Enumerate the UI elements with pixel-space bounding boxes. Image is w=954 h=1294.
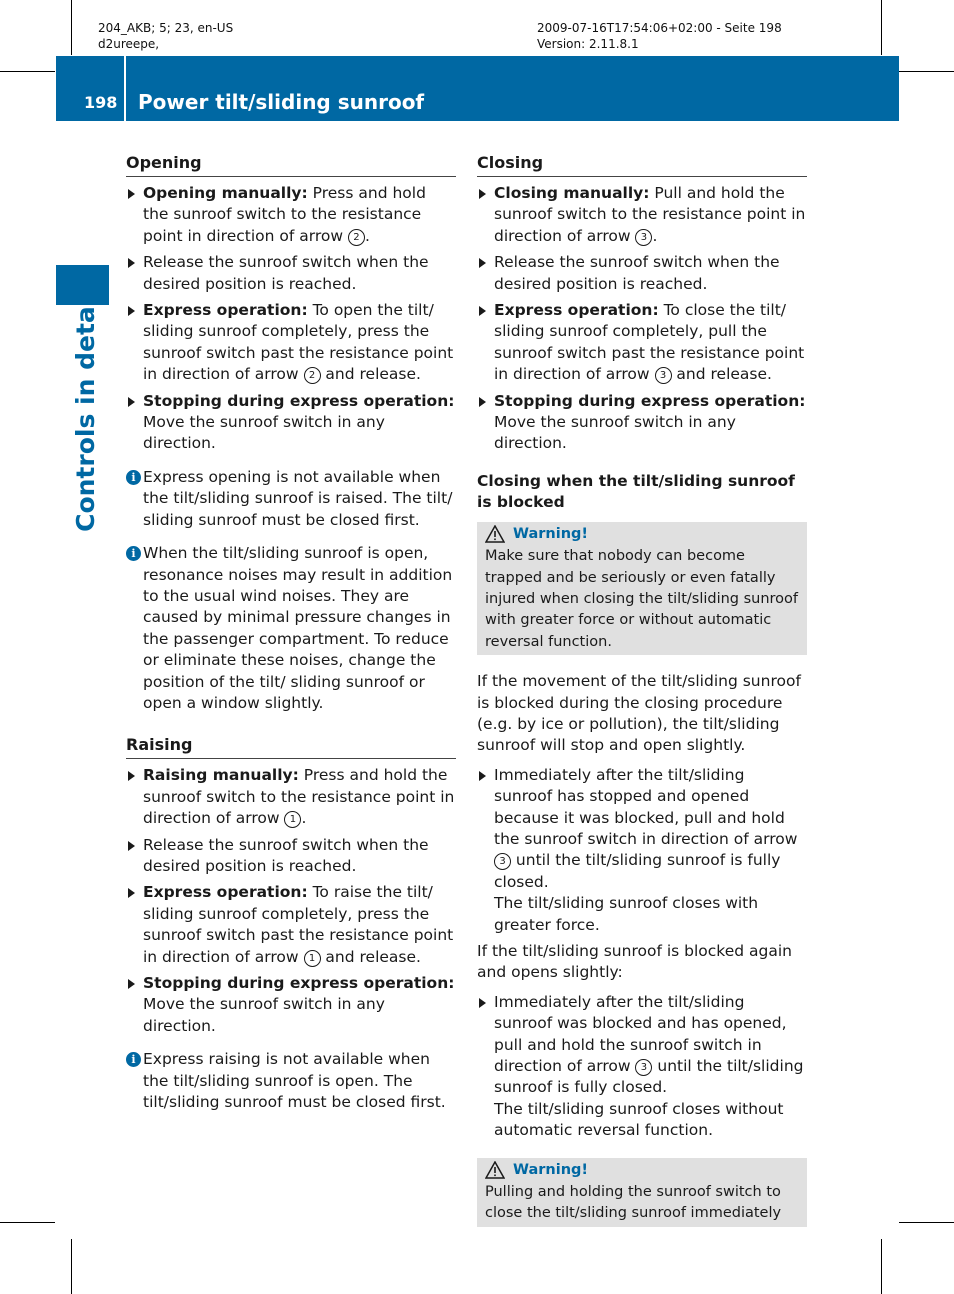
step-bold: Express operation: (143, 301, 308, 320)
step-bold: Express operation: (143, 883, 308, 902)
side-tab-label: Controls in detail (70, 288, 100, 532)
arrow-number-badge: 3 (635, 1059, 652, 1076)
header-divider (124, 56, 126, 121)
step-arrow-icon (128, 979, 135, 989)
paragraph: If the movement of the tilt/sliding sunroof is blocked during the closing procedure (e.g. by ice or pollution), the tilt/sliding sunroof will stop and open slightly. (477, 672, 801, 755)
step-item (477, 300, 807, 386)
step-bold: Stopping during express operation: (494, 391, 806, 410)
step-arrow-icon (128, 258, 135, 268)
warning-title: Warning! (513, 1161, 589, 1178)
step-text: Press and hold the sunroof switch to the resistance point in direction of arrow (143, 184, 426, 245)
warning-text: Pulling and holding the sunroof switch to close the tilt/sliding sunroof immediately (485, 1184, 782, 1222)
step-arrow-icon (479, 189, 486, 199)
section-heading-closing: Closing (477, 152, 807, 177)
step-text: Move the sunroof switch in any direction. (143, 413, 385, 453)
info-text: When the tilt/sliding sunroof is open, resonance noises may result in addition to the usual wind noises. They are caused by minimal pressure changes in the passenger compartment. To reduce or eliminate these noises, change the position of the tilt/ sliding sunroof or open a window slightly. (143, 544, 453, 712)
step-text: Release the sunroof switch when the desired position is reached. (494, 253, 780, 293)
meta-line: Version: 2.11.8.1 (537, 37, 639, 51)
crop-mark (881, 0, 882, 55)
step-item (126, 391, 456, 455)
warning-box (477, 1158, 807, 1227)
step-result: The tilt/sliding sunroof closes without automatic reversal function. (494, 1099, 784, 1140)
step-result: The tilt/sliding sunroof closes with greater force. (494, 894, 759, 934)
subsection-heading-blocked: Closing when the tilt/sliding sunroof is blocked (477, 471, 795, 512)
step-text: To open the tilt/ sliding sunroof completely, press the sunroof switch past the resistance point in direction of arrow (143, 301, 454, 384)
step-bold: Closing manually: (494, 184, 650, 202)
step-text: To close the tilt/ sliding sunroof completely, pull the sunroof switch past the resistance point in direction of arrow (494, 301, 805, 384)
step-text: Pull and hold the sunroof switch to the resistance point in direction of arrow (494, 184, 806, 245)
warning-triangle-icon (485, 525, 505, 543)
warning-header (485, 1160, 799, 1181)
warning-text: Make sure that nobody can become trapped and be seriously or even fatally injured when closing the tilt/sliding sunroof with greater force or without automatic reversal function. (485, 548, 799, 650)
side-tab (54, 288, 116, 532)
arrow-number-badge: 2 (348, 229, 365, 246)
arrow-number-badge: 2 (304, 367, 321, 384)
step-text: Release the sunroof switch when the desired position is reached. (143, 253, 429, 293)
step-text: and release. (320, 365, 421, 384)
step-arrow-icon (128, 306, 135, 316)
paragraph: If the tilt/sliding sunroof is blocked again and opens slightly: (477, 942, 792, 982)
step-arrow-icon (128, 841, 135, 851)
step-item (126, 973, 456, 1037)
arrow-number-badge: 3 (494, 853, 511, 870)
section-heading-raising: Raising (126, 734, 456, 759)
step-bold: Stopping during express operation: (143, 391, 455, 410)
step-item (477, 391, 807, 455)
step-arrow-icon (479, 306, 486, 316)
crop-mark (71, 0, 72, 55)
info-icon: i (126, 470, 141, 485)
step-item (126, 765, 456, 829)
info-note (126, 1049, 456, 1113)
step-bold: Stopping during express operation: (143, 974, 455, 992)
step-item (126, 300, 456, 386)
step-arrow-icon (479, 258, 486, 268)
step-arrow-icon (479, 998, 486, 1008)
step-text: and release. (320, 947, 421, 966)
step-arrow-icon (128, 189, 135, 199)
arrow-number-badge: 3 (635, 229, 652, 246)
step-item (126, 252, 456, 295)
step-arrow-icon (479, 397, 486, 407)
page-title: Power tilt/sliding sunroof (138, 90, 425, 114)
info-note (126, 543, 456, 714)
step-text: until the tilt/sliding sunroof is fully closed. (494, 1057, 804, 1097)
info-text: Express raising is not available when the tilt/sliding sunroof is open. The tilt/sliding sunroof must be closed first. (143, 1050, 446, 1112)
arrow-number-badge: 1 (284, 811, 301, 828)
step-item (477, 992, 807, 1142)
header-band (56, 56, 899, 121)
step-text: Immediately after the tilt/sliding sunroof has stopped and opened because it was blocked, pull and hold the sunroof switch in direction of arrow (494, 765, 798, 848)
left-column (126, 152, 456, 1125)
crop-mark (881, 1239, 882, 1294)
step-text: . (364, 226, 370, 245)
step-text: . (301, 809, 307, 828)
step-item (477, 252, 807, 295)
step-text: Release the sunroof switch when the desired position is reached. (143, 835, 429, 875)
info-icon: i (126, 546, 141, 561)
step-bold: Express operation: (494, 301, 659, 320)
crop-mark (71, 1239, 72, 1294)
crop-mark (899, 1222, 954, 1223)
page-number: 198 (84, 93, 118, 112)
step-item (126, 835, 456, 878)
crop-mark (0, 71, 55, 72)
step-arrow-icon (128, 771, 135, 781)
crop-mark (899, 71, 954, 72)
step-text: . (652, 226, 658, 245)
step-text: Immediately after the tilt/sliding sunroof was blocked and has opened, pull and hold the sunroof switch in direction of arrow (494, 992, 787, 1076)
meta-line: 2009-07-16T17:54:06+02:00 - Seite 198 (537, 21, 782, 35)
step-arrow-icon (479, 771, 486, 781)
warning-triangle-icon (485, 1161, 505, 1179)
section-heading-opening: Opening (126, 152, 456, 177)
right-column (477, 152, 807, 1243)
step-bold: Raising manually: (143, 766, 299, 785)
step-item (477, 183, 807, 247)
arrow-number-badge: 3 (655, 367, 672, 384)
step-item (126, 183, 456, 247)
meta-line: d2ureepe, (98, 37, 160, 51)
step-text: until the tilt/sliding sunroof is fully closed. (494, 851, 781, 891)
info-text: Express opening is not available when the tilt/sliding sunroof is raised. The tilt/ sliding sunroof must be closed first. (143, 467, 453, 529)
step-arrow-icon (128, 888, 135, 898)
step-text: Move the sunroof switch in any direction. (143, 995, 385, 1035)
step-arrow-icon (128, 397, 135, 407)
arrow-number-badge: 1 (304, 950, 321, 967)
step-text: Move the sunroof switch in any direction. (494, 413, 736, 453)
info-icon: i (126, 1052, 141, 1067)
print-meta-left (98, 20, 233, 52)
crop-mark (0, 1222, 55, 1223)
step-text: To raise the tilt/ sliding sunroof completely, press the sunroof switch past the resistance point in direction of arrow (143, 883, 454, 966)
step-item (477, 765, 807, 936)
warning-title: Warning! (513, 525, 589, 542)
step-bold: Opening manually: (143, 184, 308, 202)
warning-header (485, 524, 799, 545)
print-meta-right (537, 20, 782, 52)
step-item (126, 882, 456, 968)
step-text: and release. (671, 365, 772, 384)
step-text: Press and hold the sunroof switch to the resistance point in direction of arrow (143, 766, 455, 828)
info-note (126, 467, 456, 531)
meta-line: 204_AKB; 5; 23, en-US (98, 21, 234, 35)
warning-box (477, 522, 807, 655)
